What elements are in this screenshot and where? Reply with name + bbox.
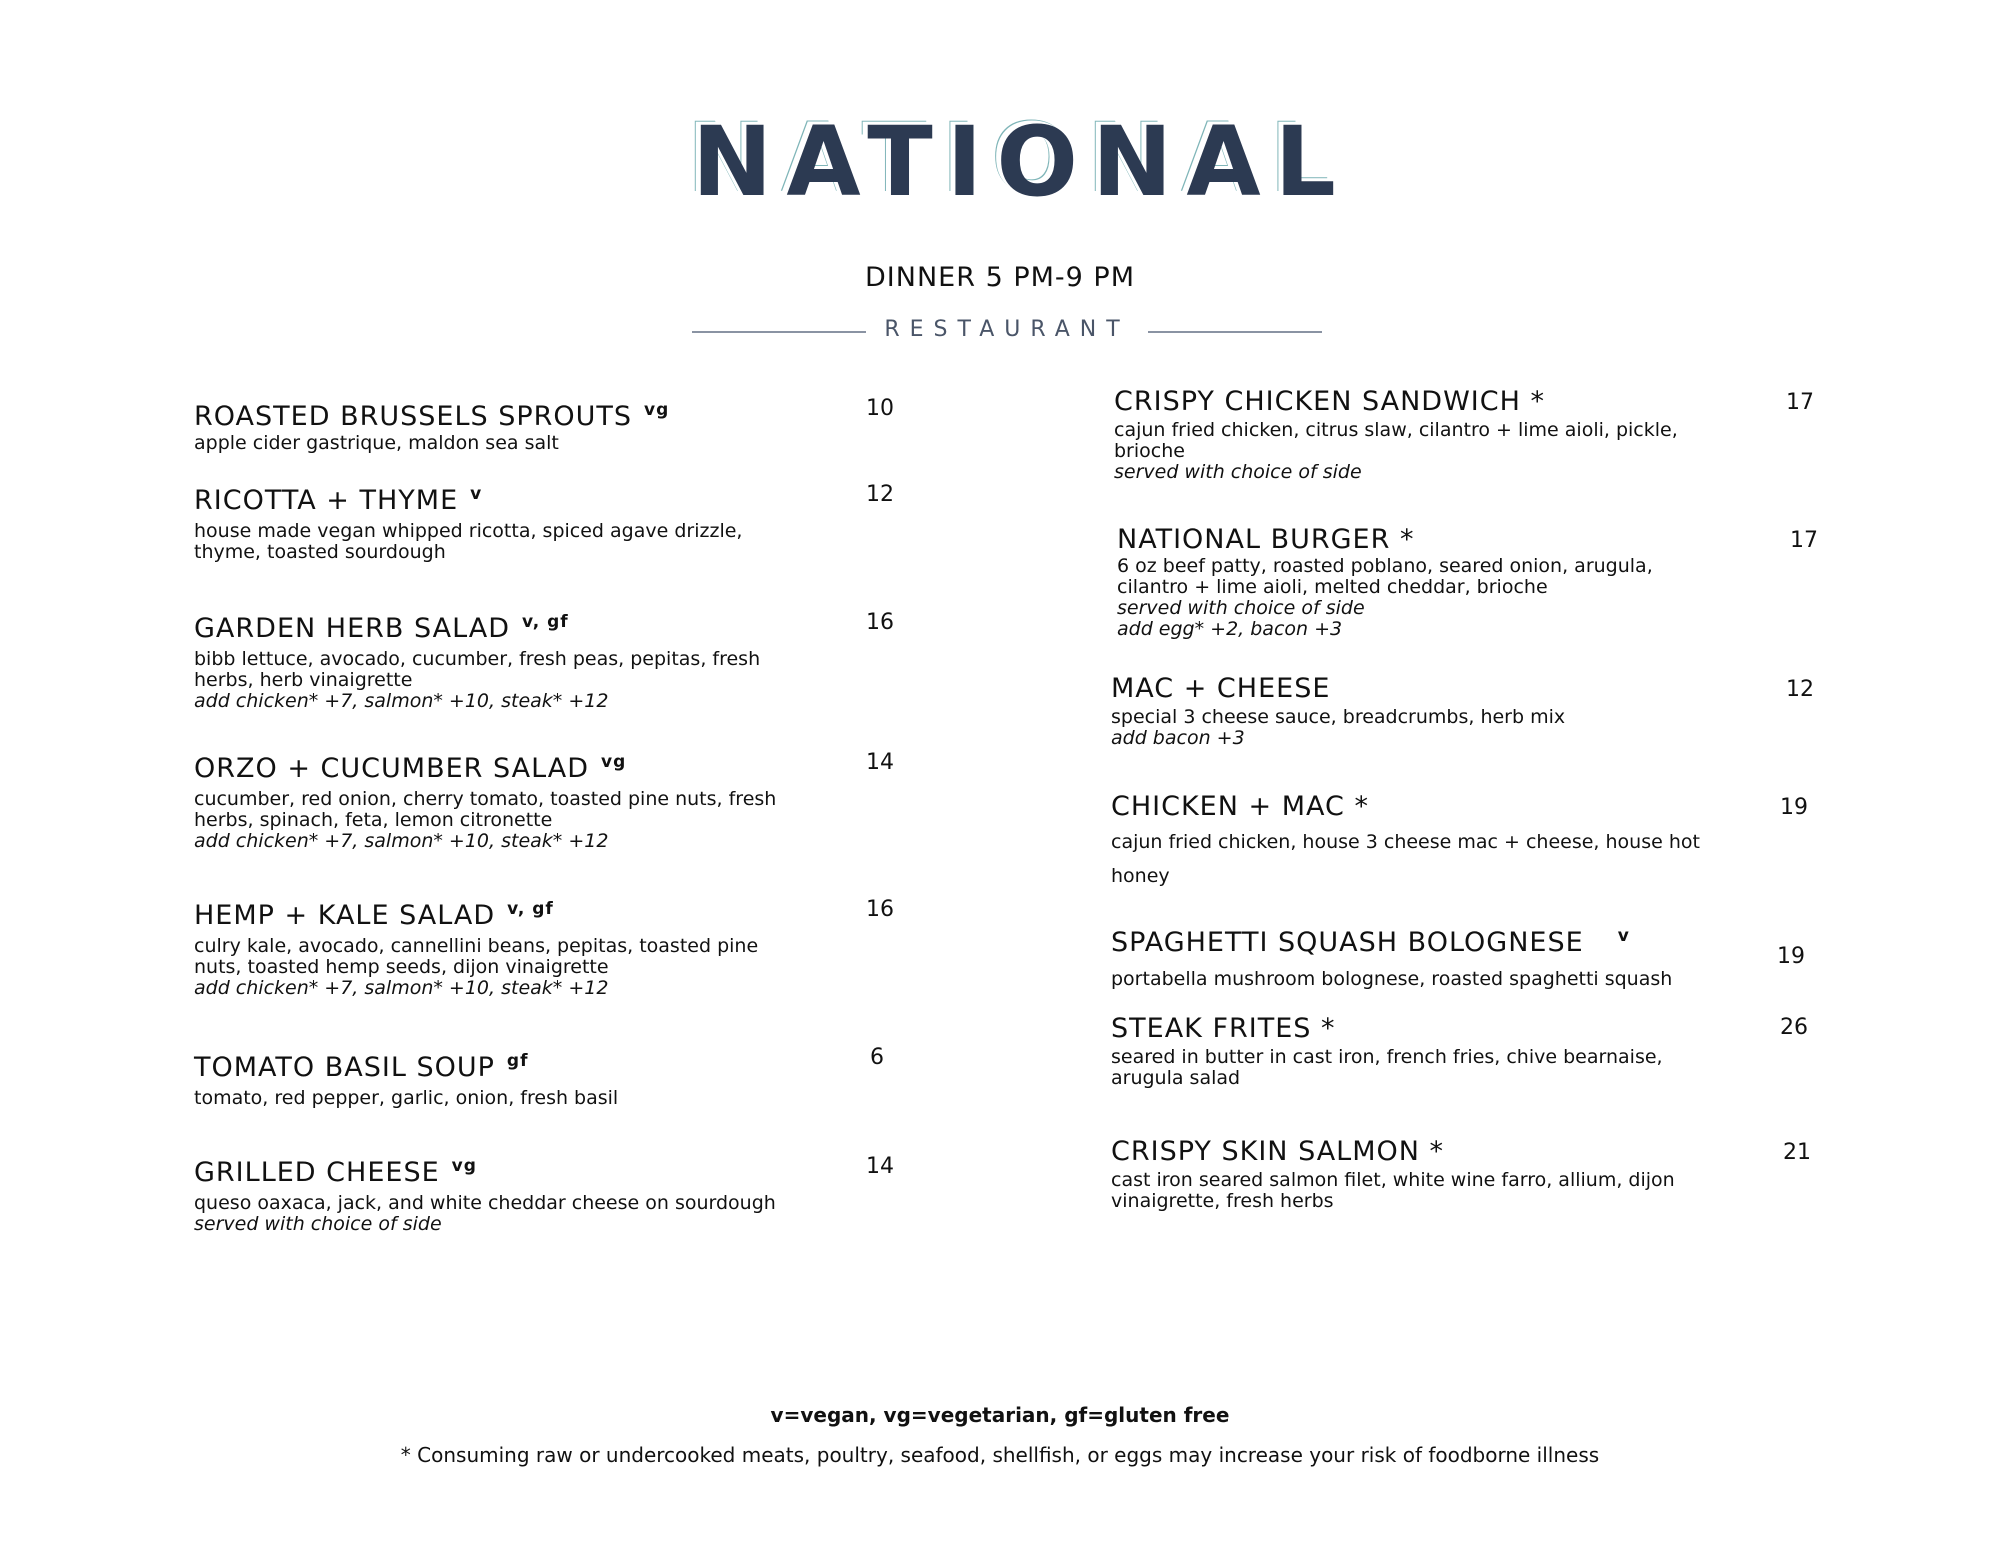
menu-item bbox=[1111, 920, 1751, 990]
menu-item-name: GARDEN HERB SALAD bbox=[194, 613, 511, 644]
menu-item-name-row bbox=[194, 606, 834, 645]
menu-item-description: apple cider gastrique, maldon sea salt bbox=[194, 432, 559, 454]
menu-item-name: CRISPY SKIN SALMON * bbox=[1111, 1136, 1445, 1167]
menu-item-price: 12 bbox=[866, 482, 894, 507]
menu-item-name: CRISPY CHICKEN SANDWICH * bbox=[1114, 386, 1545, 417]
menu-item-name-row bbox=[1117, 524, 1757, 556]
diet-tag: gf bbox=[506, 1051, 529, 1071]
menu-item-name: MAC + CHEESE bbox=[1111, 673, 1331, 704]
menu-item-description: house made vegan whipped ricotta, spiced agave drizzle, thyme, toasted sourdough bbox=[194, 520, 743, 563]
menu-item-name-row bbox=[194, 746, 834, 785]
menu-item-name-row bbox=[194, 1150, 834, 1189]
menu-item-description: culry kale, avocado, cannellini beans, pepitas, toasted pine nuts, toasted hemp seeds, dijon vinaigrette bbox=[194, 935, 759, 978]
menu-item bbox=[194, 606, 834, 712]
menu-item-description: seared in butter in cast iron, french fries, chive bearnaise, arugula salad bbox=[1111, 1046, 1663, 1089]
menu-item-name: CHICKEN + MAC * bbox=[1111, 791, 1369, 822]
menu-item-name: STEAK FRITES * bbox=[1111, 1013, 1336, 1044]
menu-item-addons: served with choice of side add egg* +2, bacon +3 bbox=[1117, 597, 1365, 640]
menu-item-price: 17 bbox=[1790, 528, 1818, 553]
menu-item-description: 6 oz beef patty, roasted poblano, seared onion, arugula, cilantro + lime aioli, melted cheddar, brioche bbox=[1117, 555, 1653, 598]
menu-item-addons: add chicken* +7, salmon* +10, steak* +12 bbox=[194, 830, 609, 852]
menu-item-name-row bbox=[1111, 791, 1751, 823]
diet-tag: v, gf bbox=[522, 612, 569, 632]
menu-item-price: 14 bbox=[866, 1154, 894, 1179]
logo-wordmark: NATIONAL bbox=[692, 106, 1350, 218]
logo-divider-right bbox=[1148, 331, 1322, 333]
menu-item bbox=[1111, 1136, 1751, 1212]
menu-item-addons: served with choice of side bbox=[194, 1213, 442, 1235]
menu-item-description: tomato, red pepper, garlic, onion, fresh basil bbox=[194, 1087, 619, 1109]
menu-item-description: cajun fried chicken, citrus slaw, cilantro + lime aioli, pickle, brioche bbox=[1114, 419, 1678, 462]
menu-item-description: special 3 cheese sauce, breadcrumbs, herb mix bbox=[1111, 706, 1566, 728]
menu-item bbox=[1114, 386, 1754, 483]
menu-item-description: queso oaxaca, jack, and white cheddar cheese on sourdough bbox=[194, 1192, 776, 1214]
menu-item-price: 10 bbox=[866, 396, 894, 421]
menu-item bbox=[1111, 791, 1751, 893]
menu-item-description: portabella mushroom bolognese, roasted spaghetti squash bbox=[1111, 968, 1673, 990]
menu-item-description: cucumber, red onion, cherry tomato, toasted pine nuts, fresh herbs, spinach, feta, lemon citronette bbox=[194, 788, 777, 831]
diet-tag: vg bbox=[644, 400, 670, 420]
menu-item-price: 6 bbox=[870, 1045, 884, 1070]
menu-item-price: 16 bbox=[866, 610, 894, 635]
menu-item-price: 21 bbox=[1783, 1140, 1811, 1165]
menu-item-price: 14 bbox=[866, 750, 894, 775]
menu-item-description: bibb lettuce, avocado, cucumber, fresh peas, pepitas, fresh herbs, herb vinaigrette bbox=[194, 648, 761, 691]
menu-item-name: SPAGHETTI SQUASH BOLOGNESE bbox=[1111, 927, 1584, 958]
diet-tag: vg bbox=[451, 1156, 477, 1176]
menu-item-name-row bbox=[194, 394, 834, 433]
logo-subtitle: RESTAURANT bbox=[884, 317, 1130, 342]
menu-item bbox=[194, 478, 834, 563]
menu-item-price: 19 bbox=[1780, 795, 1808, 820]
menu-item-addons: add chicken* +7, salmon* +10, steak* +12 bbox=[194, 977, 609, 999]
menu-item-name-row bbox=[194, 893, 834, 932]
diet-tag: vg bbox=[601, 752, 627, 772]
menu-item-price: 26 bbox=[1780, 1015, 1808, 1040]
menu-item-name: ROASTED BRUSSELS SPROUTS bbox=[194, 401, 633, 432]
menu-item-name: TOMATO BASIL SOUP bbox=[194, 1052, 495, 1083]
menu-item bbox=[194, 394, 834, 454]
menu-item-description: cajun fried chicken, house 3 cheese mac + cheese, house hot honey bbox=[1111, 831, 1700, 887]
menu-item bbox=[1117, 524, 1757, 640]
menu-item-name: HEMP + KALE SALAD bbox=[194, 900, 496, 931]
menu-item-name: GRILLED CHEESE bbox=[194, 1157, 440, 1188]
menu-item-description: cast iron seared salmon filet, white wine farro, allium, dijon vinaigrette, fresh herbs bbox=[1111, 1169, 1675, 1212]
menu-item-name: NATIONAL BURGER * bbox=[1117, 524, 1415, 555]
service-hours: DINNER 5 PM-9 PM bbox=[865, 262, 1135, 293]
menu-item-name: RICOTTA + THYME bbox=[194, 485, 459, 516]
menu-item-price: 12 bbox=[1786, 677, 1814, 702]
menu-item-addons: add chicken* +7, salmon* +10, steak* +12 bbox=[194, 690, 609, 712]
menu-item-name-row bbox=[194, 1045, 834, 1084]
menu-item-addons: add bacon +3 bbox=[1111, 727, 1245, 749]
menu-item-name-row bbox=[1111, 1013, 1751, 1045]
menu-item-name-row bbox=[194, 478, 834, 517]
menu-item bbox=[194, 893, 834, 999]
menu-item bbox=[194, 1150, 834, 1235]
menu-item bbox=[194, 1045, 834, 1109]
food-safety-disclaimer: * Consuming raw or undercooked meats, poultry, seafood, shellfish, or eggs may increase your risk of foodborne illness bbox=[400, 1443, 1600, 1467]
menu-item bbox=[1111, 1013, 1751, 1089]
diet-tag: v, gf bbox=[507, 899, 554, 919]
menu-item-price: 19 bbox=[1777, 944, 1805, 969]
menu-item-name-row bbox=[1114, 386, 1754, 418]
menu-item-price: 16 bbox=[866, 897, 894, 922]
menu-item-name-row bbox=[1111, 920, 1751, 959]
menu-item-name-row bbox=[1111, 673, 1751, 705]
menu-item-price: 17 bbox=[1786, 390, 1814, 415]
menu-item-addons: served with choice of side bbox=[1114, 461, 1362, 483]
menu-item bbox=[194, 746, 834, 852]
menu-item-name-row bbox=[1111, 1136, 1751, 1168]
diet-tag: v bbox=[1617, 926, 1630, 946]
diet-legend: v=vegan, vg=vegetarian, gf=gluten free bbox=[770, 1403, 1230, 1427]
menu-item-name: ORZO + CUCUMBER SALAD bbox=[194, 753, 590, 784]
menu-item bbox=[1111, 673, 1751, 749]
diet-tag: v bbox=[470, 484, 483, 504]
